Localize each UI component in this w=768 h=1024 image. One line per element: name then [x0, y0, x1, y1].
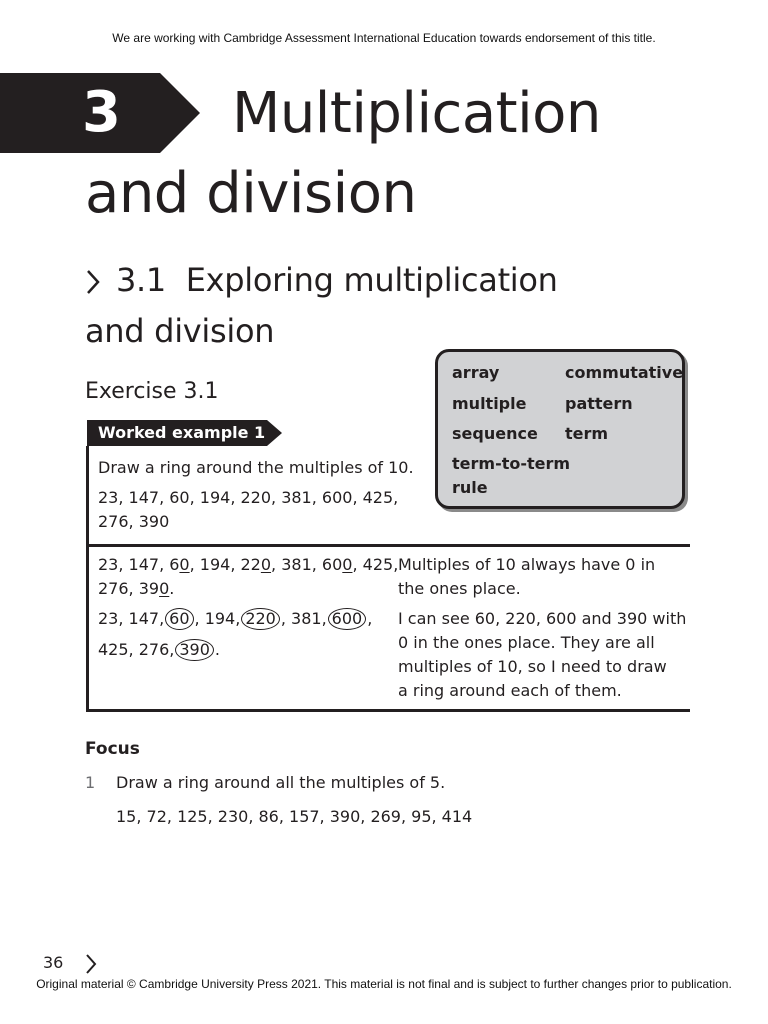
- chevron-right-icon: [85, 953, 97, 975]
- answer-ringed-line1: 23, 147, 60 , 194, 220 , 381, 600 ,: [98, 609, 373, 628]
- ring: 390: [175, 639, 214, 661]
- explanation-line: Multiples of 10 always have 0 in: [398, 555, 656, 574]
- chapter-number: 3: [82, 80, 121, 145]
- explanation-line: multiples of 10, so I need to draw: [398, 657, 667, 676]
- section-title-line2: and division: [85, 312, 275, 350]
- vocab-term: term: [565, 424, 609, 443]
- vocab-term: term-to-term: [452, 454, 571, 473]
- endorsement-note: We are working with Cambridge Assessment International Education towards endorsement of this title.: [112, 31, 656, 45]
- chapter-title-line1: Multiplication: [232, 81, 601, 146]
- worked-example-divider: [86, 544, 690, 547]
- vocab-term: commutative: [565, 363, 684, 382]
- vocab-term: sequence: [452, 424, 538, 443]
- explanation-line: the ones place.: [398, 579, 521, 598]
- exercise-heading: Exercise 3.1: [85, 379, 219, 404]
- ring: 220: [241, 608, 280, 630]
- page-number: 36: [43, 953, 64, 972]
- question-numbers: 15, 72, 125, 230, 86, 157, 390, 269, 95, 414: [116, 807, 473, 826]
- vocab-term: array: [452, 363, 500, 382]
- chevron-right-icon: [85, 268, 101, 296]
- worked-example-bottom-rule: [86, 709, 690, 712]
- ring: 600: [328, 608, 367, 630]
- answer-underlined-line2: 276, 390.: [98, 579, 175, 598]
- vocab-term: pattern: [565, 394, 633, 413]
- worked-example-label: Worked example 1: [98, 423, 266, 442]
- answer-ringed-line2: 425, 276, 390 .: [98, 640, 220, 659]
- focus-heading: Focus: [85, 739, 140, 759]
- question-text: Draw a ring around all the multiples of 5.: [116, 773, 446, 792]
- explanation-line: I can see 60, 220, 600 and 390 with: [398, 609, 687, 628]
- vocabulary-box: [435, 349, 685, 509]
- worked-example-numbers-line1: 23, 147, 60, 194, 220, 381, 600, 425,: [98, 488, 399, 507]
- vocab-term: multiple: [452, 394, 527, 413]
- ring: 60: [165, 608, 193, 630]
- worked-example-question: Draw a ring around the multiples of 10.: [98, 458, 414, 477]
- worked-example-numbers-line2: 276, 390: [98, 512, 170, 531]
- chapter-title-line2: and division: [85, 161, 417, 226]
- explanation-line: 0 in the ones place. They are all: [398, 633, 655, 652]
- section-title-line1: 3.1 Exploring multiplication: [116, 261, 558, 299]
- answer-underlined-line1: 23, 147, 60, 194, 220, 381, 600, 425,: [98, 555, 399, 574]
- explanation-line: a ring around each of them.: [398, 681, 622, 700]
- question-number: 1: [85, 773, 96, 792]
- copyright-note: Original material © Cambridge University Press 2021. This material is not final and is subject to further changes prior to publication.: [36, 977, 732, 991]
- worked-example-left-rule: [86, 446, 89, 712]
- vocab-term: rule: [452, 478, 488, 497]
